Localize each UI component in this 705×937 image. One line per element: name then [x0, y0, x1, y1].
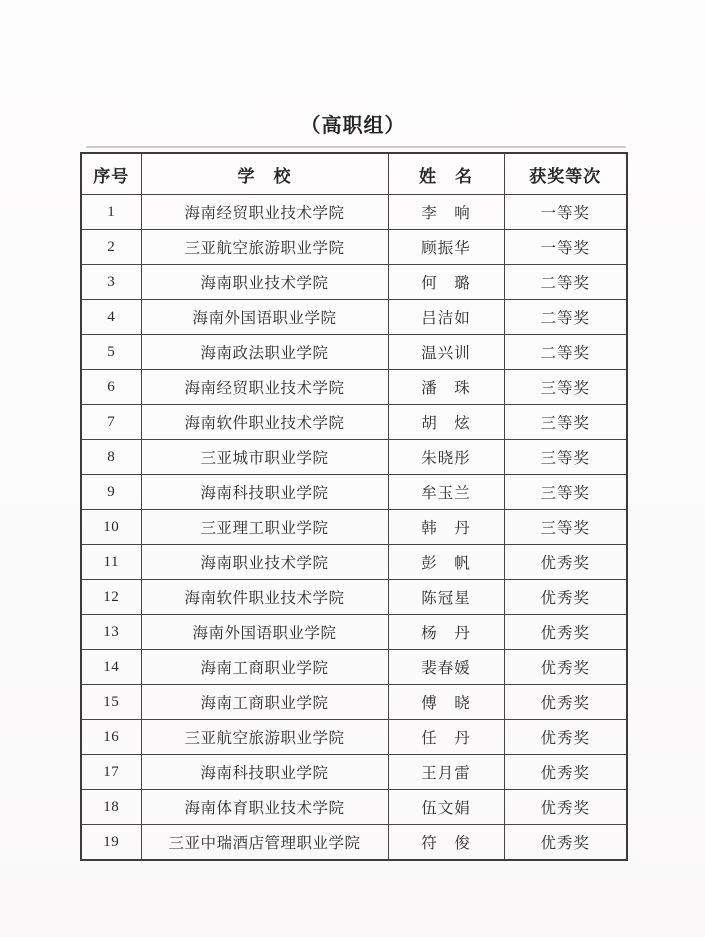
cell-award: 二等奖	[504, 300, 627, 335]
cell-row-number: 14	[81, 650, 141, 685]
table-row	[81, 195, 627, 230]
cell-row-number: 13	[81, 615, 141, 650]
cell-name: 朱晓彤	[388, 440, 504, 475]
table-row	[81, 230, 627, 265]
cell-school: 海南软件职业技术学院	[141, 580, 388, 615]
table-row	[81, 475, 627, 510]
cell-row-number: 1	[81, 195, 141, 230]
cell-award: 三等奖	[504, 370, 627, 405]
cell-school: 海南工商职业学院	[141, 685, 388, 720]
cell-award: 优秀奖	[504, 825, 627, 861]
header-cell-no: 序号	[81, 153, 141, 195]
cell-name: 王月雷	[388, 755, 504, 790]
cell-award: 三等奖	[504, 405, 627, 440]
cell-school: 海南职业技术学院	[141, 265, 388, 300]
cell-school: 海南体育职业技术学院	[141, 790, 388, 825]
table-row	[81, 510, 627, 545]
table-row	[81, 440, 627, 475]
table-row	[81, 405, 627, 440]
cell-row-number: 4	[81, 300, 141, 335]
table-body	[81, 195, 627, 861]
cell-school: 三亚理工职业学院	[141, 510, 388, 545]
cell-name: 彭 帆	[388, 545, 504, 580]
table-row	[81, 265, 627, 300]
cell-name: 任 丹	[388, 720, 504, 755]
table-header-row	[81, 153, 627, 195]
cell-row-number: 16	[81, 720, 141, 755]
table-row	[81, 790, 627, 825]
cell-award: 优秀奖	[504, 755, 627, 790]
table-row	[81, 825, 627, 861]
cell-award: 三等奖	[504, 510, 627, 545]
cell-award: 优秀奖	[504, 650, 627, 685]
table-row	[81, 300, 627, 335]
header-cell-award: 获奖等次	[504, 153, 627, 195]
cell-row-number: 9	[81, 475, 141, 510]
cell-award: 一等奖	[504, 195, 627, 230]
cell-name: 杨 丹	[388, 615, 504, 650]
cell-school: 海南经贸职业技术学院	[141, 195, 388, 230]
cell-name: 吕洁如	[388, 300, 504, 335]
cell-school: 三亚航空旅游职业学院	[141, 720, 388, 755]
cell-name: 胡 炫	[388, 405, 504, 440]
cell-award: 优秀奖	[504, 790, 627, 825]
cell-name: 陈冠星	[388, 580, 504, 615]
cell-award: 优秀奖	[504, 720, 627, 755]
cell-row-number: 2	[81, 230, 141, 265]
cell-name: 符 俊	[388, 825, 504, 861]
cell-school: 海南外国语职业学院	[141, 300, 388, 335]
cell-award: 三等奖	[504, 475, 627, 510]
cell-row-number: 5	[81, 335, 141, 370]
table-row	[81, 685, 627, 720]
cell-row-number: 6	[81, 370, 141, 405]
table-row	[81, 335, 627, 370]
cell-award: 二等奖	[504, 265, 627, 300]
cell-row-number: 15	[81, 685, 141, 720]
cell-name: 傅 晓	[388, 685, 504, 720]
page-title: （高职组）	[300, 115, 406, 137]
cell-school: 三亚城市职业学院	[141, 440, 388, 475]
header-cell-school: 学 校	[141, 153, 388, 195]
cell-name: 潘 珠	[388, 370, 504, 405]
cell-school: 海南软件职业技术学院	[141, 405, 388, 440]
table-row	[81, 615, 627, 650]
table-row	[81, 755, 627, 790]
cell-name: 韩 丹	[388, 510, 504, 545]
cell-award: 优秀奖	[504, 545, 627, 580]
table-row	[81, 545, 627, 580]
cell-award: 三等奖	[504, 440, 627, 475]
cell-school: 海南政法职业学院	[141, 335, 388, 370]
cell-name: 裴春媛	[388, 650, 504, 685]
cell-school: 海南科技职业学院	[141, 475, 388, 510]
cell-school: 海南职业技术学院	[141, 545, 388, 580]
cell-award: 一等奖	[504, 230, 627, 265]
cell-school: 三亚中瑞酒店管理职业学院	[141, 825, 388, 861]
cell-name: 牟玉兰	[388, 475, 504, 510]
cell-school: 海南工商职业学院	[141, 650, 388, 685]
cell-award: 优秀奖	[504, 685, 627, 720]
header-cell-name: 姓 名	[388, 153, 504, 195]
award-table	[80, 152, 628, 861]
cell-row-number: 7	[81, 405, 141, 440]
cell-school: 三亚航空旅游职业学院	[141, 230, 388, 265]
cell-name: 何 璐	[388, 265, 504, 300]
cell-row-number: 3	[81, 265, 141, 300]
cell-name: 李 响	[388, 195, 504, 230]
cell-row-number: 11	[81, 545, 141, 580]
cell-name: 顾振华	[388, 230, 504, 265]
cell-award: 优秀奖	[504, 615, 627, 650]
table-row	[81, 370, 627, 405]
cell-row-number: 18	[81, 790, 141, 825]
cell-row-number: 19	[81, 825, 141, 861]
table-row	[81, 650, 627, 685]
table-row	[81, 580, 627, 615]
cell-name: 温兴训	[388, 335, 504, 370]
table-header	[81, 153, 627, 195]
cell-school: 海南经贸职业技术学院	[141, 370, 388, 405]
award-table-container	[80, 152, 626, 861]
cell-school: 海南外国语职业学院	[141, 615, 388, 650]
table-row	[81, 720, 627, 755]
cell-row-number: 8	[81, 440, 141, 475]
cell-award: 二等奖	[504, 335, 627, 370]
cell-row-number: 10	[81, 510, 141, 545]
cell-name: 伍文娟	[388, 790, 504, 825]
cell-award: 优秀奖	[504, 580, 627, 615]
cell-school: 海南科技职业学院	[141, 755, 388, 790]
cell-row-number: 12	[81, 580, 141, 615]
cell-row-number: 17	[81, 755, 141, 790]
